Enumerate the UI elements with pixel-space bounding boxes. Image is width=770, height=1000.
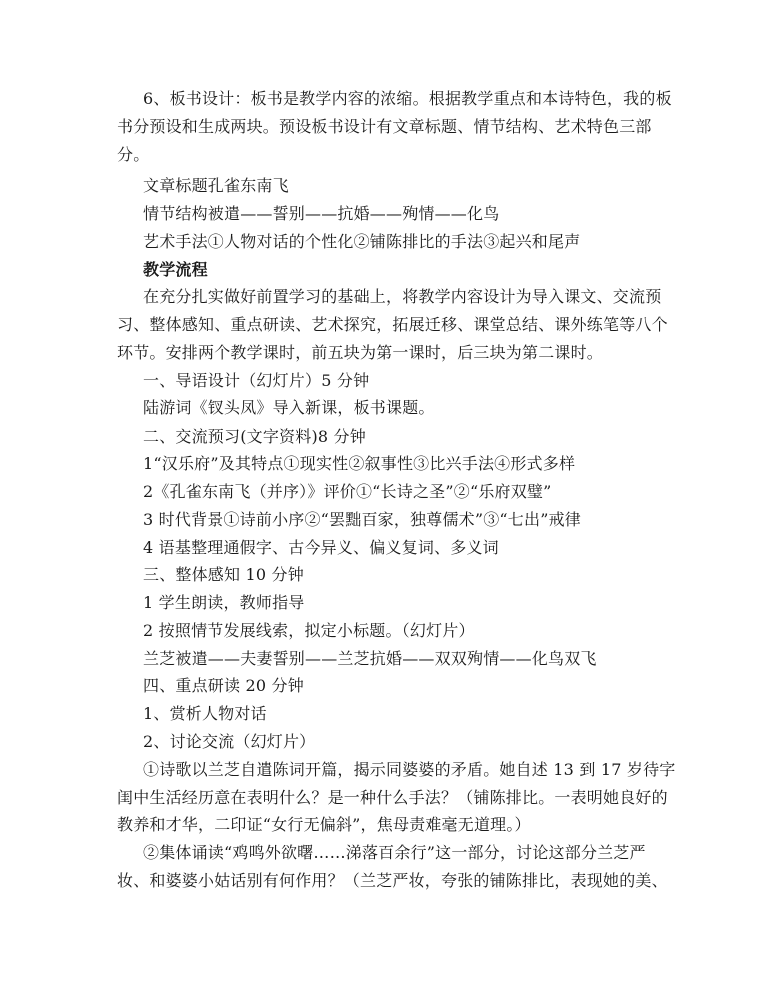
paragraph-line: 6、板书设计：板书是教学内容的浓缩。根据教学重点和本诗特色，我的板 (143, 89, 672, 108)
paragraph-line: 4 语基整理通假字、古今异义、偏义复词、多义词 (143, 538, 499, 557)
paragraph-line: 1“汉乐府”及其特点①现实性②叙事性③比兴手法④形式多样 (143, 454, 576, 473)
paragraph-line: 在充分扎实做好前置学习的基础上，将教学内容设计为导入课文、交流预 (143, 287, 662, 306)
paragraph-line: 1、赏析人物对话 (143, 704, 267, 723)
paragraph-line: 习、整体感知、重点研读、艺术探究，拓展迁移、课堂总结、课外练笔等八个 (117, 315, 668, 334)
paragraph-line: ①诗歌以兰芝自遣陈词开篇，揭示同婆婆的矛盾。她自述 13 到 17 岁待字 (143, 760, 676, 779)
paragraph-line: 书分预设和生成两块。预设板书设计有文章标题、情节结构、艺术特色三部 (117, 117, 652, 136)
paragraph-line: 2、讨论交流（幻灯片） (143, 732, 316, 751)
paragraph-line: 一、导语设计（幻灯片）5 分钟 (143, 371, 370, 390)
paragraph-line: 艺术手法①人物对话的个性化②铺陈排比的手法③起兴和尾声 (143, 232, 581, 251)
paragraph-line: 2 按照情节发展线索，拟定小标题。（幻灯片） (143, 621, 475, 640)
paragraph-line: 3 时代背景①诗前小序②“罢黜百家，独尊儒术”③“七出”戒律 (143, 510, 581, 529)
paragraph-line: 2《孔雀东南飞（并序）》评价①“长诗之圣”②“乐府双璧” (143, 482, 552, 501)
paragraph-line: 陆游词《钗头凤》导入新课，板书课题。 (143, 398, 435, 417)
paragraph-line: 情节结构被遣——誓别——抗婚——殉情——化鸟 (143, 204, 500, 223)
section-heading: 教学流程 (143, 260, 208, 279)
paragraph-line: 环节。安排两个教学课时，前五块为第一课时，后三块为第二课时。 (117, 343, 604, 362)
paragraph-line: 四、重点研读 20 分钟 (143, 676, 304, 695)
paragraph-line: 二、交流预习(文字资料)8 分钟 (143, 427, 366, 446)
paragraph-line: 闺中生活经历意在表明什么？是一种什么手法？（铺陈排比。一表明她良好的 (117, 788, 668, 807)
paragraph-line: ②集体诵读“鸡鸣外欲曙……涕落百余行”这一部分，讨论这部分兰芝严 (143, 843, 646, 862)
paragraph-line: 三、整体感知 10 分钟 (143, 565, 304, 584)
paragraph-line: 教养和才华，二印证“女行无偏斜”，焦母责难毫无道理。） (117, 815, 531, 834)
paragraph-line: 1 学生朗读，教师指导 (143, 593, 305, 612)
paragraph-line: 分。 (117, 145, 150, 164)
paragraph-line: 妆、和婆婆小姑话别有何作用？（兰芝严妆，夸张的铺陈排比，表现她的美、 (117, 871, 668, 890)
paragraph-line: 兰芝被遣——夫妻誓别——兰芝抗婚——双双殉情——化鸟双飞 (143, 649, 597, 668)
paragraph-line: 文章标题孔雀东南飞 (143, 176, 289, 195)
